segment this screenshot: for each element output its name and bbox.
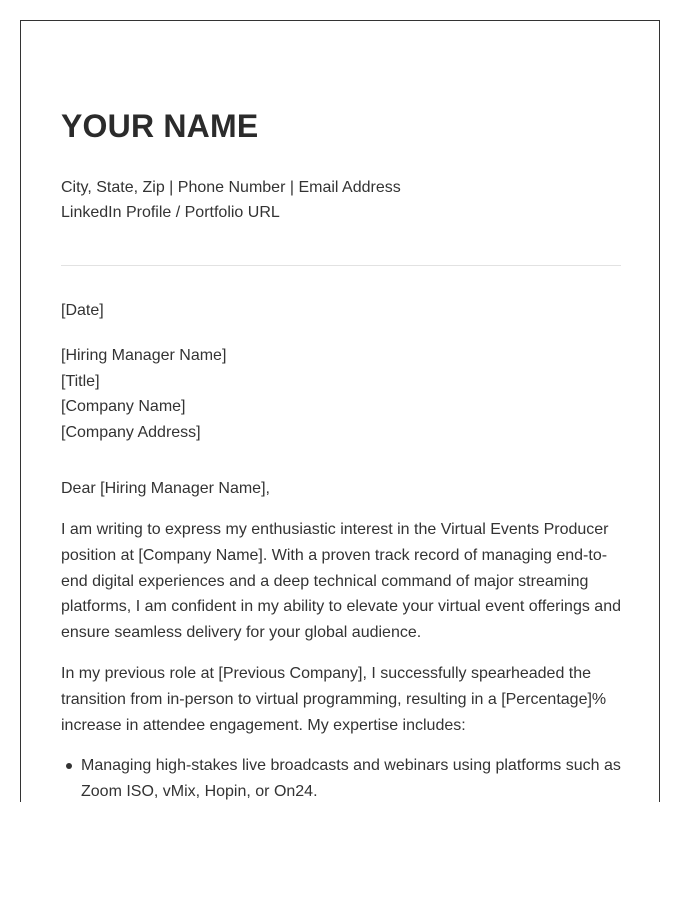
recipient-company: [Company Name] [61, 398, 186, 416]
list-item [81, 753, 647, 802]
recipient-company-address: [Company Address] [61, 424, 201, 442]
bullet-icon [66, 763, 72, 769]
salutation: Dear [Hiring Manager Name], [61, 480, 270, 497]
list-item-text: Managing high-stakes live broadcasts and webinars using platforms such as Zoom ISO, vMix, Hopin, or On24. [81, 757, 621, 800]
recipient-title: [Title] [61, 372, 100, 390]
applicant-name: YOUR NAME [61, 108, 259, 144]
expertise-list [61, 753, 647, 802]
recipient-manager: [Hiring Manager Name] [61, 347, 227, 364]
body-paragraph-intro: I am writing to express my enthusiastic interest in the Virtual Events Producer position at [Company Name]. With a proven track record of managing end-to-end digital experiences and a deep technical command of major streaming platforms, I am confident in my ability to elevate your virtual event offerings and ensure seamless delivery for your global audience. [61, 521, 621, 642]
letter-date: [Date] [61, 302, 104, 319]
header-divider [61, 265, 621, 266]
body-paragraph-experience: In my previous role at [Previous Company], I successfully spearheaded the transition from in-person to virtual programming, resulting in a [Percentage]% increase in attendee engagement. My expertise includes: [61, 665, 607, 734]
contact-block [61, 175, 401, 225]
portfolio-line: LinkedIn Profile / Portfolio URL [61, 204, 280, 221]
contact-line: City, State, Zip | Phone Number | Email Address [61, 179, 401, 196]
recipient-address-block [61, 343, 226, 446]
cover-letter-page [20, 20, 660, 802]
